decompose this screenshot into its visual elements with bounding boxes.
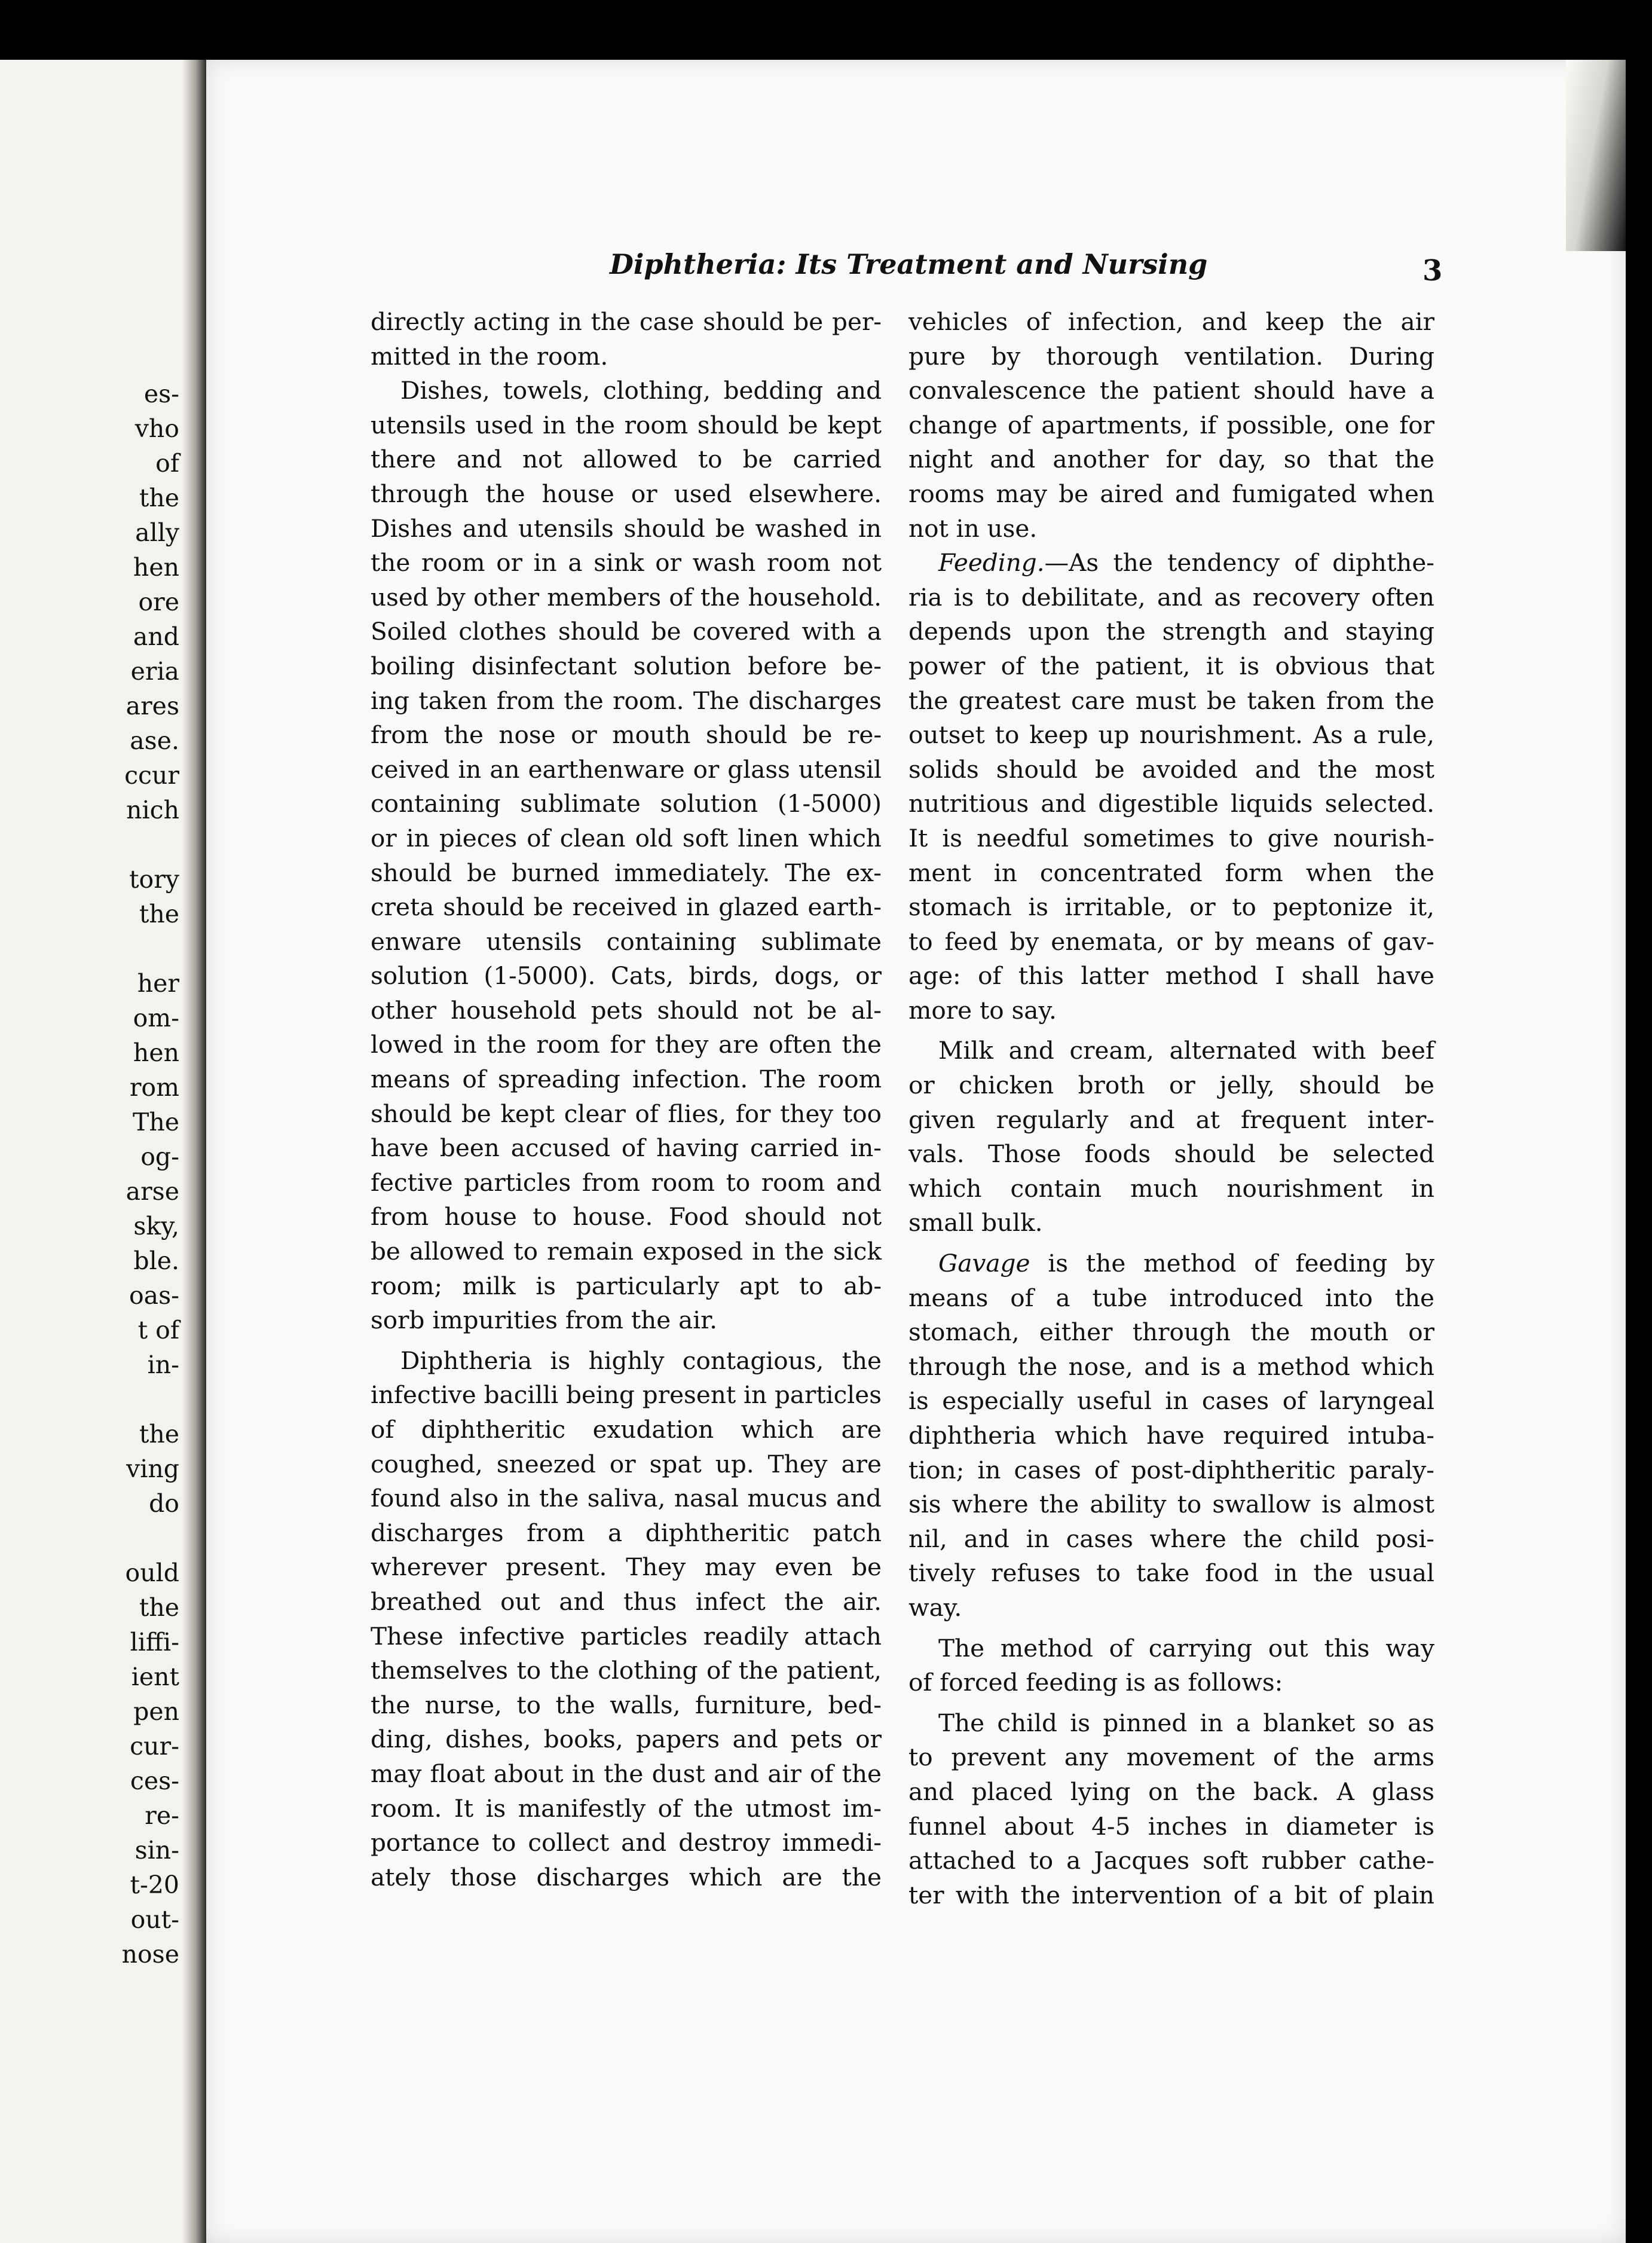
- text-line: other household pets should not be al-: [371, 995, 882, 1025]
- text-line: change of apartments, if possible, one for: [908, 410, 1434, 439]
- text-line: means of a tube introduced into the: [908, 1283, 1434, 1312]
- text-line: ing taken from the room. The discharges: [371, 686, 882, 715]
- section-heading-feeding: Feeding.: [938, 548, 1045, 577]
- text-line: power of the patient, it is obvious that: [908, 651, 1434, 680]
- text-line: lowed in the room for they are often the: [371, 1030, 882, 1059]
- text-line: of forced feeding is as follows:: [908, 1668, 1283, 1697]
- text-column-right: [908, 305, 1434, 1912]
- facing-page-fragment: vho: [134, 414, 179, 443]
- facing-page: [0, 60, 206, 2243]
- text-line: of diphtheritic exudation which are: [371, 1415, 882, 1444]
- text-line: ria is to debilitate, and as recovery often: [908, 582, 1434, 612]
- facing-page-fragment: ccur: [124, 761, 179, 790]
- facing-page-fragment: of: [155, 449, 179, 478]
- facing-page-text: [0, 377, 179, 1972]
- text-line: convalescence the patient should have a: [908, 376, 1434, 405]
- facing-page-fragment: ble.: [133, 1246, 179, 1275]
- text-line: utensils used in the room should be kept: [371, 410, 882, 439]
- text-line: Soiled clothes should be covered with a: [371, 617, 882, 646]
- text-line: and placed lying on the back. A glass: [908, 1777, 1434, 1806]
- text-line: ter with the intervention of a bit of plain: [908, 1880, 1434, 1909]
- facing-page-fragment: ase.: [130, 726, 179, 755]
- text-line: nutritious and digestible liquids selected.: [908, 789, 1434, 818]
- book-gutter: [182, 60, 206, 2243]
- text-line: ding, dishes, books, papers and pets or: [371, 1725, 882, 1754]
- text-line: which contain much nourishment in: [908, 1174, 1434, 1203]
- text-line: mitted in the room.: [371, 341, 608, 371]
- text-line: vehicles of infection, and keep the air: [908, 307, 1434, 336]
- text-line: not in use.: [908, 514, 1038, 543]
- text-line: have been accused of having carried in-: [371, 1133, 882, 1163]
- text-line: diphtheria which have required intuba-: [908, 1421, 1434, 1450]
- text-line: infective bacilli being present in particles: [371, 1380, 882, 1410]
- facing-page-fragment: ould: [125, 1559, 179, 1587]
- text-column-left: [371, 305, 882, 1894]
- running-head: Diphtheria: Its Treatment and Nursing: [610, 248, 1208, 280]
- page-number: 3: [1422, 254, 1443, 288]
- text-line: enware utensils containing sublimate: [371, 927, 882, 956]
- text-line: the room or in a sink or wash room not: [371, 548, 882, 577]
- text-line: there and not allowed to be carried: [371, 445, 882, 474]
- text-line: nil, and in cases where the child posi-: [908, 1524, 1434, 1553]
- text-line: through the nose, and is a method which: [908, 1352, 1434, 1381]
- text-line: from house to house. Food should not: [371, 1202, 882, 1231]
- text-line: through the house or used elsewhere.: [371, 479, 882, 508]
- facing-page-fragment: ces-: [130, 1767, 179, 1795]
- facing-page-fragment: sin-: [134, 1836, 179, 1865]
- text-line: the greatest care must be taken from the: [908, 686, 1434, 715]
- text-line: be allowed to remain exposed in the sick: [371, 1237, 882, 1266]
- text-line: breathed out and thus infect the air.: [371, 1587, 882, 1616]
- text-line: night and another for day, so that the: [908, 445, 1434, 474]
- text-line: themselves to the clothing of the patient,: [371, 1656, 882, 1685]
- text-line: Feeding.—As the tendency of diphthe-: [938, 548, 1434, 577]
- facing-page-fragment: hen: [133, 553, 179, 582]
- text-line: wherever present. They may even be: [371, 1553, 882, 1582]
- page-curl: [1566, 60, 1626, 251]
- facing-page-fragment: ient: [131, 1663, 179, 1691]
- text-line: or chicken broth or jelly, should be: [908, 1071, 1434, 1100]
- facing-page-fragment: hen: [133, 1038, 179, 1067]
- facing-page-fragment: do: [149, 1489, 179, 1518]
- section-heading-gavage: Gavage: [938, 1249, 1030, 1278]
- text-line: Diphtheria is highly contagious, the: [400, 1346, 882, 1375]
- text-line: discharges from a diphtheritic patch: [371, 1518, 882, 1547]
- text-line: more to say.: [908, 995, 1057, 1025]
- facing-page-fragment: nose: [121, 1940, 179, 1969]
- facing-page-fragment: pen: [133, 1697, 179, 1726]
- facing-page-fragment: the: [139, 1420, 179, 1449]
- text-line: These infective particles readily attach: [371, 1621, 882, 1651]
- facing-page-fragment: ares: [126, 692, 179, 720]
- text-line: sorb impurities from the air.: [371, 1306, 717, 1335]
- facing-page-fragment: [0, 931, 179, 966]
- facing-page-fragment: t-20: [130, 1871, 179, 1899]
- text-line: sis where the ability to swallow is almost: [908, 1490, 1434, 1519]
- facing-page-fragment: oas-: [129, 1281, 179, 1310]
- text-line: ment in concentrated form when the: [908, 858, 1434, 887]
- text-line: fective particles from room to room and: [371, 1168, 882, 1197]
- text-line: room. It is manifestly of the utmost im-: [371, 1793, 882, 1823]
- text-line: or in pieces of clean old soft linen which: [371, 823, 882, 852]
- text-line: vals. Those foods should be selected: [908, 1139, 1434, 1169]
- text-line: stomach, either through the mouth or: [908, 1318, 1434, 1347]
- text-line: the nurse, to the walls, furniture, bed-: [371, 1690, 882, 1719]
- text-line: The method of carrying out this way: [938, 1633, 1434, 1663]
- text-line: should be burned immediately. The ex-: [371, 858, 882, 887]
- facing-page-fragment: og-: [140, 1142, 179, 1171]
- facing-page-fragment: out-: [130, 1905, 179, 1934]
- facing-page-fragment: [0, 1521, 179, 1556]
- text-line: way.: [908, 1593, 962, 1622]
- text-line: from the nose or mouth should be re-: [371, 720, 882, 750]
- facing-page-fragment: ving: [126, 1454, 179, 1483]
- facing-page-fragment: [0, 1382, 179, 1417]
- facing-page-fragment: re-: [145, 1801, 179, 1830]
- facing-page-fragment: and: [133, 622, 179, 651]
- text-line: Dishes, towels, clothing, bedding and: [400, 376, 882, 405]
- text-line: pure by thorough ventilation. During: [908, 341, 1434, 371]
- text-line: rooms may be aired and fumigated when: [908, 479, 1434, 508]
- text-line: may float about in the dust and air of the: [371, 1759, 882, 1788]
- facing-page-fragment: the: [139, 484, 179, 512]
- text-line: to feed by enemata, or by means of gav-: [908, 927, 1434, 956]
- facing-page-fragment: eria: [130, 657, 179, 686]
- facing-page-fragment: The: [132, 1108, 179, 1136]
- text-line: is especially useful in cases of laryngeal: [908, 1386, 1434, 1416]
- text-line: coughed, sneezed or spat up. They are: [371, 1449, 882, 1478]
- text-line: to prevent any movement of the arms: [908, 1743, 1434, 1772]
- text-line: directly acting in the case should be per-: [371, 307, 882, 336]
- text-line: given regularly and at frequent inter-: [908, 1105, 1434, 1134]
- text-line: attached to a Jacques soft rubber cathe-: [908, 1846, 1434, 1875]
- facing-page-fragment: her: [137, 969, 179, 998]
- text-line: Milk and cream, alternated with beef: [938, 1036, 1434, 1065]
- text-line: portance to collect and destroy immedi-: [371, 1828, 882, 1857]
- text-line: ceived in an earthenware or glass utensil: [371, 754, 882, 784]
- facing-page-fragment: nich: [126, 796, 179, 824]
- text-line: room; milk is particularly apt to ab-: [371, 1271, 882, 1300]
- text-line: age: of this latter method I shall have: [908, 961, 1434, 991]
- text-line: used by other members of the household.: [371, 582, 882, 612]
- text-line: funnel about 4-5 inches in diameter is: [908, 1811, 1434, 1841]
- text-line: means of spreading infection. The room: [371, 1065, 882, 1094]
- facing-page-fragment: t of: [137, 1316, 179, 1344]
- facing-page-fragment: sky,: [133, 1212, 179, 1240]
- facing-page-fragment: the: [139, 1593, 179, 1622]
- facing-page-fragment: in-: [147, 1350, 179, 1379]
- text-line: solution (1-5000). Cats, birds, dogs, or: [371, 961, 882, 991]
- text-line: tion; in cases of post-diphtheritic paraly-: [908, 1455, 1434, 1484]
- text-line: ately those discharges which are the: [371, 1862, 882, 1891]
- text-line: boiling disinfectant solution before be-: [371, 651, 882, 680]
- facing-page-fragment: the: [139, 900, 179, 928]
- text-line: small bulk.: [908, 1208, 1043, 1237]
- facing-page-fragment: om-: [133, 1004, 179, 1032]
- text-line: outset to keep up nourishment. As a rule,: [908, 720, 1434, 750]
- facing-page-fragment: rom: [129, 1073, 179, 1102]
- text-line: should be kept clear of flies, for they too: [371, 1099, 882, 1128]
- text-line: tively refuses to take food in the usual: [908, 1559, 1434, 1588]
- text-line: Gavage is the method of feeding by: [938, 1249, 1434, 1278]
- text-line: It is needful sometimes to give nourish-: [908, 823, 1434, 852]
- text-line: Dishes and utensils should be washed in: [371, 514, 882, 543]
- facing-page-fragment: [0, 827, 179, 862]
- text-line: depends upon the strength and staying: [908, 617, 1434, 646]
- text-line: The child is pinned in a blanket so as: [938, 1708, 1434, 1737]
- facing-page-fragment: ore: [138, 588, 179, 616]
- facing-page-fragment: arse: [126, 1177, 179, 1206]
- facing-page-fragment: ally: [135, 518, 179, 547]
- facing-page-fragment: cur-: [130, 1732, 179, 1761]
- text-line: found also in the saliva, nasal mucus and: [371, 1484, 882, 1513]
- facing-page-fragment: tory: [129, 865, 179, 894]
- text-line: creta should be received in glazed earth-: [371, 893, 882, 922]
- facing-page-fragment: liffi-: [130, 1628, 179, 1657]
- text-line: solids should be avoided and the most: [908, 754, 1434, 784]
- facing-page-fragment: es-: [143, 380, 179, 408]
- text-line: stomach is irritable, or to peptonize it,: [908, 893, 1434, 922]
- text-line: containing sublimate solution (1-5000): [371, 789, 882, 818]
